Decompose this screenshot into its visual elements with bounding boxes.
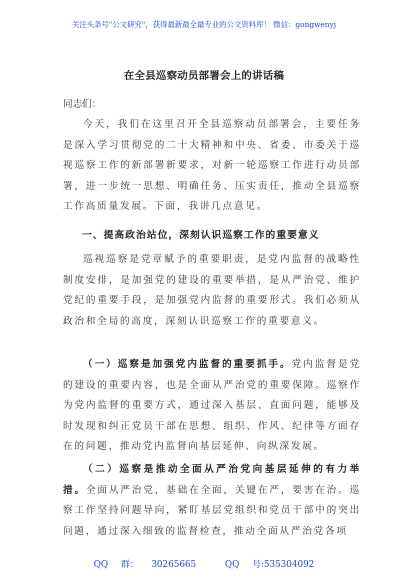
document-title: 在全县巡察动员部署会上的讲话稿 [123, 70, 285, 82]
point-2-lead: （二）巡察是推动全面从严治党向基层延伸的有力举措。 [63, 464, 361, 496]
point-1-lead: （一）巡察是加强党内监督的重要抓手。 [83, 359, 292, 370]
salutation: 同志们： [63, 99, 102, 110]
header-banner: 关注头条号"公文研究"，获得最新最全最专业的公文资料库！ 微信：gongwenyj [71, 20, 337, 29]
footer-qq-group: QQ 群： 30265665 [93, 560, 197, 570]
point-2-body: 全面从严治党，基础在全面，关键在严，要害在治。巡察工作坚持问题导向，紧盯基层党组织和党员干部中的突出问题，通过深入细致的监督检查，推动全面从严治党各项 [63, 484, 361, 537]
paragraph-intro: 今天，我们在这里召开全县巡察动员部署会，主要任务是深入学习贯彻党的二十大精神和中央、省委、市委关于巡视巡察工作的新部署新要求，对新一轮巡察工作进行动员部署，进一步统一思想、明确任务、压实责任，推动全县巡察工作高质量发展。下面，我讲几点意见。 [63, 119, 361, 212]
section-heading-1: 一、提高政治站位，深刻认识巡察工作的重要意义 [82, 230, 320, 241]
paragraph-point-2 [63, 460, 361, 542]
paragraph-significance: 巡视巡察是党章赋予的重要职责，是党内监督的战略性制度安排，是加强党的建设的重要举措，是从严治党、维护党纪的重要手段，是加强党内监督的重要形式。我们必须从政治和全局的高度，深刻认识巡察工作的重要意义。 [63, 254, 361, 327]
footer-contact [0, 557, 408, 570]
point-1-body: 党内监督是党的建设的重要内容，也是全面从严治党的重要保障。巡察作为党内监督的重要方式，通过深入基层、直面问题，能够及时发现和纠正党员干部在思想、组织、作风、纪律等方面存在的问题，推动党内监督向基层延伸、向纵深发展。 [63, 359, 361, 452]
footer-qq-number: QQ 号:535304092 [224, 560, 315, 570]
paragraph-point-1 [63, 355, 361, 458]
